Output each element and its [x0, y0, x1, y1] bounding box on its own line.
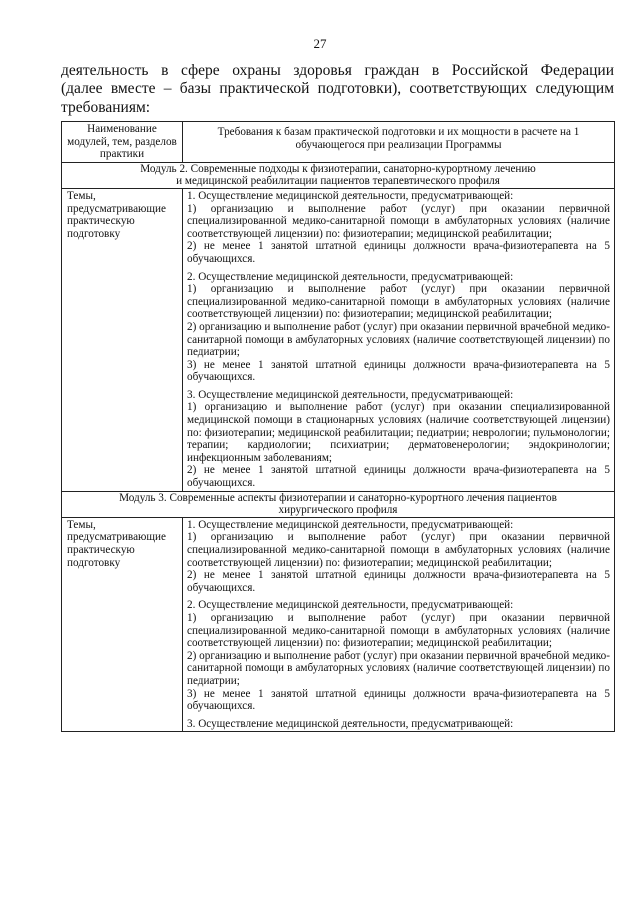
- header-right: Требования к базам практической подготовки и их мощности в расчете на 1 обучающегося при реализации Программы: [183, 122, 615, 163]
- module-title-line: Модуль 3. Современные аспекты физиотерапии и санаторно-курортного лечения пациентов: [119, 491, 557, 504]
- requirements-cell: [183, 188, 615, 491]
- module-title-row: [62, 162, 615, 188]
- requirement-block: [187, 599, 610, 712]
- table-header-row: [62, 122, 615, 163]
- module-title-line: Модуль 2. Современные подходы к физиотерапии, санаторно-курортному лечению: [140, 162, 536, 175]
- requirement-item: 1) организацию и выполнение работ (услуг) при оказании первичной специализированной медико-санитарной помощи в амбулаторных условиях (наличие соответствующей лицензии) по: физиотерапии; медицинской реабилитации;: [187, 531, 610, 569]
- module-title: [62, 162, 615, 188]
- requirement-item: 1) организацию и выполнение работ (услуг) при оказании специализированной медицинской помощи в стационарных условиях (наличие соответствующей лицензии) по: физиотерапии; медицинской реабилитации; педиатрии; неврологии; пульмонологии; терапии; кардиологии; психиатрии; дерматовенерологии; эндокринологии; инфекционным заболеваниям;: [187, 401, 610, 464]
- intro-line-1: деятельность в сфере охраны здоровья граждан в Российской Федерации: [61, 62, 614, 79]
- requirement-item: 2) не менее 1 занятой штатной единицы должности врача-физиотерапевта на 5 обучающихся.: [187, 569, 610, 594]
- requirements-cell: [183, 517, 615, 732]
- module-title-line: и медицинской реабилитации пациентов терапевтического профиля: [176, 175, 500, 188]
- requirement-heading: 1. Осуществление медицинской деятельности, предусматривающей:: [187, 189, 514, 202]
- requirement-block: [187, 190, 610, 266]
- requirement-item: 2) не менее 1 занятой штатной единицы должности врача-физиотерапевта на 5 обучающихся.: [187, 240, 610, 265]
- topic-cell: Темы, предусматривающие практическую подготовку: [62, 188, 183, 491]
- requirement-heading: 3. Осуществление медицинской деятельности, предусматривающей:: [187, 717, 514, 730]
- requirement-item: 2) организацию и выполнение работ (услуг) при оказании первичной врачебной медико-санитарной помощи в амбулаторных условиях (наличие соответствующей лицензии) по педиатрии;: [187, 649, 610, 687]
- module-title: [62, 491, 615, 517]
- requirement-item: 3) не менее 1 занятой штатной единицы должности врача-физиотерапевта на 5 обучающихся.: [187, 687, 610, 713]
- requirement-block: [187, 718, 610, 731]
- requirement-block: [187, 271, 610, 384]
- requirement-item: 1) организацию и выполнение работ (услуг) при оказании первичной специализированной медико-санитарной помощи в амбулаторных условиях (наличие соответствующей лицензии) по: физиотерапии; медицинской реабилитации;: [187, 611, 610, 650]
- requirement-heading: 2. Осуществление медицинской деятельности, предусматривающей:: [187, 599, 514, 612]
- module-title-row: [62, 491, 615, 517]
- module-content-row: [62, 517, 615, 732]
- module-content-row: [62, 188, 615, 491]
- page-number: 27: [313, 36, 327, 51]
- intro-line-2: (далее вместе – базы практической подготовки), соответствующих следующим: [61, 80, 614, 97]
- requirement-block: [187, 389, 610, 490]
- requirement-item: 1) организацию и выполнение работ (услуг) при оказании первичной специализированной медико-санитарной помощи в амбулаторных условиях (наличие соответствующей лицензии) по: физиотерапии; медицинской реабилитации;: [187, 283, 610, 321]
- modules-body: [62, 162, 615, 732]
- requirement-item: 2) организацию и выполнение работ (услуг) при оказании первичной врачебной медико-санитарной помощи в амбулаторных условиях (наличие соответствующей лицензии) по педиатрии;: [187, 320, 610, 359]
- topic-cell: Темы, предусматривающие практическую подготовку: [62, 517, 183, 732]
- intro-paragraph: [61, 62, 614, 98]
- requirement-heading: 2. Осуществление медицинской деятельности, предусматривающей:: [187, 270, 514, 283]
- requirement-heading: 1. Осуществление медицинской деятельности, предусматривающей:: [187, 518, 514, 531]
- requirement-item: 1) организацию и выполнение работ (услуг) при оказании первичной специализированной медико-санитарной помощи в амбулаторных условиях (наличие соответствующей лицензии) по: физиотерапии; медицинской реабилитации;: [187, 202, 610, 240]
- requirement-item: 3) не менее 1 занятой штатной единицы должности врача-физиотерапевта на 5 обучающихся.: [187, 358, 610, 384]
- requirement-block: [187, 519, 610, 595]
- header-left: Наименование модулей, тем, разделов практики: [62, 122, 183, 163]
- intro-line-3: требованиям:: [61, 99, 151, 116]
- requirement-heading: 3. Осуществление медицинской деятельности, предусматривающей:: [187, 388, 514, 401]
- requirement-item: 2) не менее 1 занятой штатной единицы должности врача-физиотерапевта на 5 обучающихся.: [187, 464, 610, 490]
- module-title-line: хирургического профиля: [278, 504, 398, 517]
- requirements-table: [61, 121, 615, 732]
